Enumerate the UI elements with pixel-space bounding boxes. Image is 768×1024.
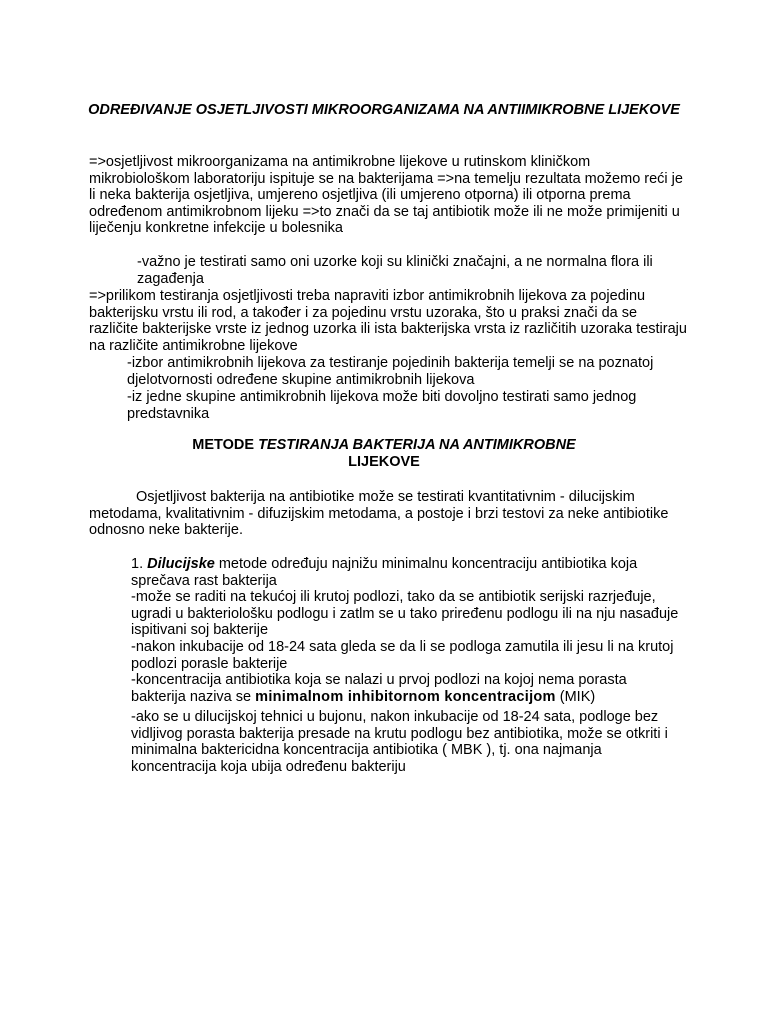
list-number: 1. [131,556,148,572]
document-title: ODREĐIVANJE OSJETLJIVOSTI MIKROORGANIZAMA NA ANTIIMIKROBNE LIJEKOVE [88,102,680,118]
paragraph-clinical-samples: -važno je testirati samo oni uzorke koji su klinički značajni, a ne normalna flora ili zagađenja [137,254,653,287]
paragraph-methods-overview: Osjetljivost bakterija na antibiotike može se testirati kvantitativnim - dilucijskim metodama, kvalitativnim - difuzijskim metodama, a postoje i brzi testovi za neke antibiotike odnosno neke bakterije. [89,489,669,538]
section-title-part-3: LIJEKOVE [348,454,420,470]
section-title-part-1: METODE [192,437,259,453]
mic-text-start: -koncentracija antibiotika koja se nalazi u prvoj podlozi na kojoj nema porasta bakterija naziva se [131,672,627,705]
section-title [60,437,708,471]
paragraph-selection-basis: -izbor antimikrobnih lijekova za testiranje pojedinih bakterija temelji se na poznatoj djelotvornosti određene skupine antimikrobnih lijekova [127,355,654,388]
paragraph-mic [131,672,679,705]
term-dilution: Dilucijske [147,556,215,572]
section-title-part-2: TESTIRANJA BAKTERIJA NA ANTIMIKROBNE [258,437,576,453]
paragraph-intro: =>osjetljivost mikroorganizama na antimikrobne lijekove u rutinskom kliničkom mikrobiološkom laboratoriju ispituje se na bakterijama =>na temelju rezultata možemo reći je li neka bakterija osjetljiva, umjereno osjetljiva (ili umjereno otporna) ili otporna prema određenom antimikrobnom lijeku =>to znači da se taj antibiotik može ili ne može primijeniti u liječenju konkretne infekcije u bolesnika [89,154,683,236]
paragraph-dilution-methods [131,556,679,589]
dilution-description: metode određuju najnižu minimalnu koncentraciju antibiotika koja sprečava rast bakterija [131,556,638,589]
paragraph-mbc: -ako se u dilucijskoj tehnici u bujonu, nakon inkubacije od 18-24 sata, podloge bez vidljivog porasta bakterija presade na krutu podlogu bez antibiotika, može se otkriti i minimalna baktericidna koncentracija antibiotika ( MBK ), tj. ona najmanja koncentracija koja ubija određenu bakteriju [131,709,668,775]
paragraph-dilution-procedure: -može se raditi na tekućoj ili krutoj podlozi, tako da se antibiotik serijski razrjeđuje, ugradi u bakteriološku podlogu i zatlm se u tako priređenu podlogu ili na nju nasađuje ispitivani soj bakterije [131,589,679,638]
term-mic: minimalnom inhibitornom koncentracijom [255,688,556,705]
paragraph-incubation: -nakon inkubacije od 18-24 sata gleda se da li se podloga zamutila ili jesu li na krutoj podlozi porasle bakterije [131,639,674,672]
paragraph-selection: =>prilikom testiranja osjetljivosti treba napraviti izbor antimikrobnih lijekova za pojedinu bakterijsku vrstu ili rod, a također i za pojedinu vrstu uzoraka, što u praksi znači da se različite bakterijske vrste iz jednog uzorka ili ista bakterijska vrsta iz različitih uzoraka testiraju na različite antimikrobne lijekove [89,288,687,354]
mic-abbreviation: (MIK) [555,688,596,705]
paragraph-representative: -iz jedne skupine antimikrobnih lijekova može biti dovoljno testirati samo jednog predstavnika [127,389,637,422]
